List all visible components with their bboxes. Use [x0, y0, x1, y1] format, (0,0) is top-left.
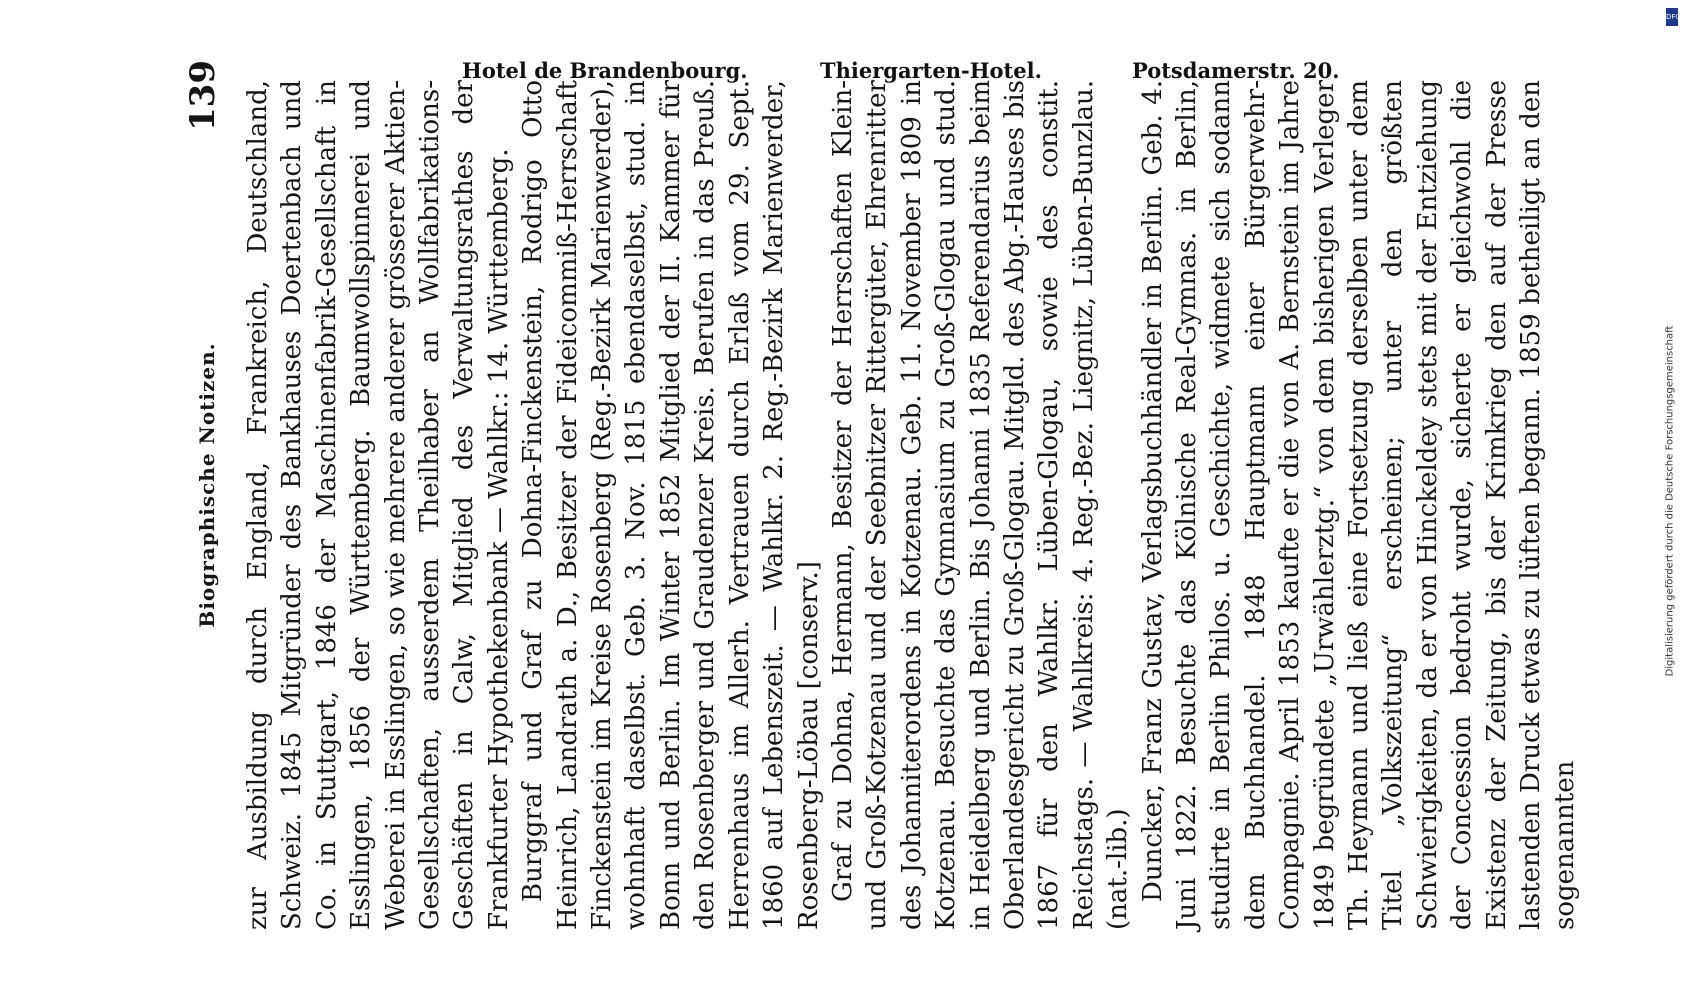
hotel-label-brandenbourg: Hotel de Brandenbourg.: [462, 58, 748, 83]
rotated-page-content: [153, 0, 1581, 1000]
running-head-title: Biographische Notizen.: [195, 342, 219, 628]
funding-note: Digitalisierung gefördert durch die Deutsche Forschungsgemeinschaft: [1664, 325, 1676, 676]
hotel-label-thiergarten: Thiergarten-Hotel.: [820, 58, 1042, 83]
paragraph-dohna-finckenstein: Burggraf und Graf zu Dohna-Finckenstein, Rodrigo Otto Heinrich, Landrath a. D., Besitzer der Fideicommiß-Herrschaft Finckenstein im Kreise Rosenberg (Reg.-Bezirk Marienwerder), wohnhaft daselbst. Geb. 3. Nov. 1815 ebendaselbst, stud. in Bonn und Berlin. Im Winter 1852 Mitglied der II. Kammer für den Rosenberger und Graudenzer Kreis. Berufen in das Preuß. Herrenhaus im Allerh. Vertrauen durch Erlaß vom 29. Sept. 1860 auf Lebenszeit. — Wahlkr. 2. Reg.-Bezirk Marienwerder, Rosenberg-Löbau [conserv.]: [518, 80, 824, 930]
biography-text: [241, 80, 1583, 930]
page-number: 139: [183, 60, 223, 131]
running-head: [183, 60, 223, 910]
hotel-label-potsdamerstr: Potsdamerstr. 20.: [1132, 58, 1340, 83]
paragraph-dohna-hermann: Graf zu Dohna, Hermann, Besitzer der Herrschaften Klein- und Groß-Kotzenau und der Seebnitzer Rittergüter, Ehrenritter des Johanniterordens in Kotzenau. Geb. 11. November 1809 in Kotzenau. Besuchte das Gymnasium zu Groß-Glogau und stud. in Heidelberg und Berlin. Bis Johanni 1835 Referendarius beim Oberlandesgericht zu Groß-Glogau. Mitgld. des Abg.-Hauses bis 1867 für den Wahlkr. Lüben-Glogau, sowie des constit. Reichstags. — Wahlkreis: 4. Reg.-Bez. Liegnitz, Lüben-Bunzlau. (nat.-lib.): [827, 80, 1134, 930]
dfg-logo-icon: DFG: [1666, 8, 1678, 26]
paragraph-duncker: Duncker, Franz Gustav, Verlagsbuchhändler in Berlin. Geb. 4. Juni 1822. Besuchte das Kölnische Real-Gymnas. in Berlin, studirte in Berlin Philos. u. Geschichte, widmete sich sodann dem Buchhandel. 1848 Hauptmann einer Bürgerwehr-Compagnie. April 1853 kaufte er die von A. Bernstein im Jahre 1849 begründete „Urwählerztg.“ von dem bisherigen Verleger Th. Heymann und ließ eine Fortsetzung derselben unter dem Titel „Volkszeitung“ erscheinen; unter den größten Schwierigkeiten, da er von Hinckeldey stets mit der Entziehung der Concession bedroht wurde, sicherte er gleichwohl die Existenz der Zeitung, bis der Krimkrieg den auf der Presse lastenden Druck etwas zu lüften begann. 1859 betheiligt an den sogenannten: [1137, 80, 1581, 930]
paragraph-continuation: zur Ausbildung durch England, Frankreich, Deutschland, Schweiz. 1845 Mitgründer des Bankhauses Doertenbach und Co. in Stuttgart, 1846 der Maschinenfabrik-Gesellschaft in Esslingen, 1856 der Württemberg. Baumwollspinnerei und Weberei in Esslingen, so wie mehrere anderer grösserer Aktien-Gesellschaften, ausserdem Theilhaber an Wollfabrikations-Geschäften in Calw, Mitglied des Verwaltungsrathes der Frankfurter Hypothekenbank — Wahlkr.: 14. Württemberg.: [243, 80, 514, 930]
